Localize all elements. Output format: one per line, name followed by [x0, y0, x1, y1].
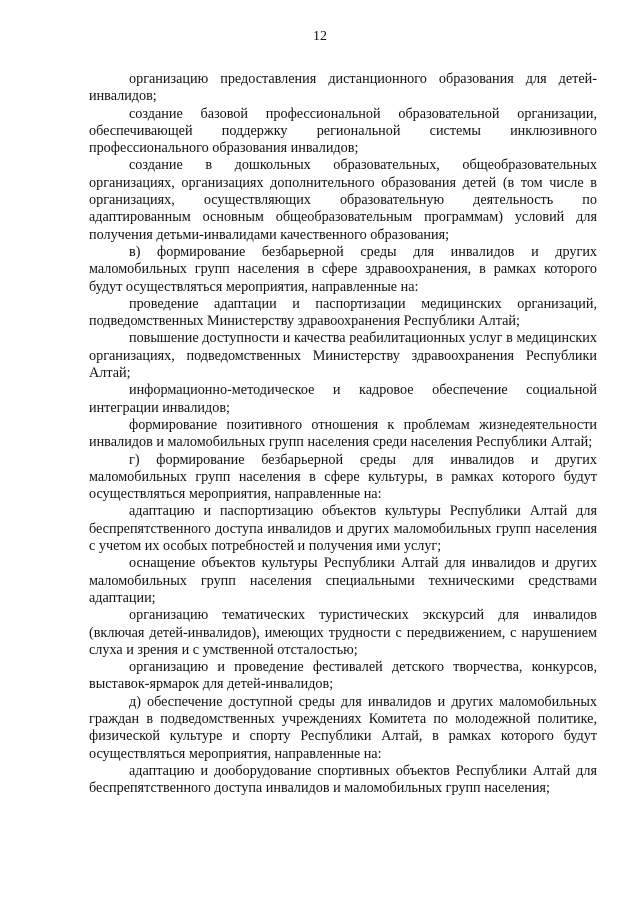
paragraph: г) формирование безбарьерной среды для инвалидов и других маломобильных групп населения в сфере культуры, в рамках которого будут осуществляться мероприятия, направленные на: [89, 451, 597, 503]
page-number: 12 [313, 29, 327, 44]
document-body [89, 71, 597, 797]
paragraph: создание в дошкольных образовательных, общеобразовательных организациях, организациях дополнительного образования детей (в том числе в организациях, осуществляющих образовательную деятельность по адаптированным основным общеобразовательным программам) условий для получения детьми-инвалидами качественного образования; [89, 157, 597, 243]
paragraph: в) формирование безбарьерной среды для инвалидов и других маломобильных групп населения в сфере здравоохранения, в рамках которого будут осуществляться мероприятия, направленные на: [89, 243, 597, 295]
paragraph: создание базовой профессиональной образовательной организации, обеспечивающей поддержку региональной системы инклюзивного профессионального образования инвалидов; [89, 105, 597, 157]
paragraph: повышение доступности и качества реабилитационных услуг в медицинских организациях, подведомственных Министерству здравоохранения Республики Алтай; [89, 330, 597, 382]
paragraph: оснащение объектов культуры Республики Алтай для инвалидов и других маломобильных групп населения специальными техническими средствами адаптации; [89, 555, 597, 606]
paragraph: организацию и проведение фестивалей детского творчества, конкурсов, выставок-ярмарок для детей-инвалидов; [89, 659, 597, 693]
paragraph: организацию предоставления дистанционного образования для детей-инвалидов; [89, 71, 597, 105]
paragraph: проведение адаптации и паспортизации медицинских организаций, подведомственных Министерству здравоохранения Республики Алтай; [89, 295, 597, 330]
paragraph: информационно-методическое и кадровое обеспечение социальной интеграции инвалидов; [89, 382, 597, 416]
paragraph: организацию тематических туристических экскурсий для инвалидов (включая детей-инвалидов), имеющих трудности с передвижением, с нарушением слуха и зрения и с умственной отсталостью; [89, 607, 597, 658]
paragraph: адаптацию и паспортизацию объектов культуры Республики Алтай для беспрепятственного доступа инвалидов и других маломобильных групп населения с учетом их особых потребностей и получения ими услуг; [89, 503, 597, 555]
paragraph: адаптацию и дооборудование спортивных объектов Республики Алтай для беспрепятственного доступа инвалидов и маломобильных групп населения; [89, 762, 597, 797]
paragraph: д) обеспечение доступной среды для инвалидов и других маломобильных граждан в подведомственных учреждениях Комитета по молодежной политике, физической культуре и спорту Республики Алтай, в рамках которого будут осуществляться мероприятия, направленные на: [89, 693, 597, 762]
paragraph: формирование позитивного отношения к проблемам жизнедеятельности инвалидов и маломобильных групп населения среди населения Республики Алтай; [89, 416, 597, 451]
